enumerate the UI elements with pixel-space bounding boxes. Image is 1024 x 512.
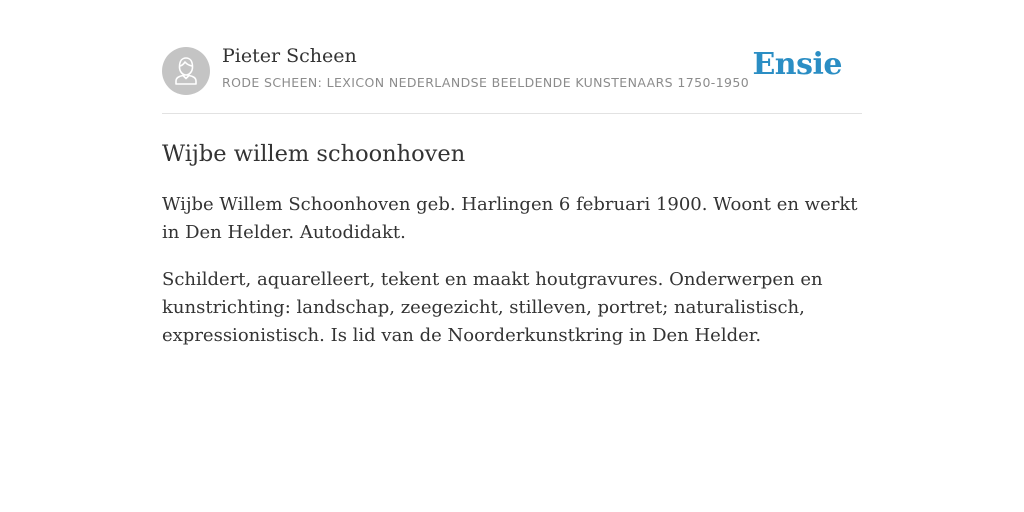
source-title[interactable]: RODE SCHEEN: LEXICON NEDERLANDSE BEELDENDE KUNSTENAARS 1750-1950 — [222, 75, 750, 90]
user-icon — [162, 47, 210, 95]
entry-body — [162, 191, 862, 350]
entry-paragraph: Wijbe Willem Schoonhoven geb. Harlingen 6 februari 1900. Woont en werkt in Den Helder. Autodidakt. — [162, 194, 858, 243]
entry-card — [162, 0, 862, 350]
entry-header — [162, 0, 862, 114]
entry-title: Wijbe willem schoonhoven — [162, 141, 466, 167]
author-avatar[interactable] — [162, 47, 210, 95]
author-name-link[interactable]: Pieter Scheen — [222, 45, 357, 67]
ensie-logo-link[interactable]: Ensie — [752, 47, 842, 82]
entry-paragraph: Schildert, aquarelleert, tekent en maakt houtgravures. Onderwerpen en kunstrichting: landschap, zeegezicht, stilleven, portret; naturalistisch, expressionistisch. Is lid van de Noorderkunstkring in Den Helder. — [162, 269, 823, 346]
